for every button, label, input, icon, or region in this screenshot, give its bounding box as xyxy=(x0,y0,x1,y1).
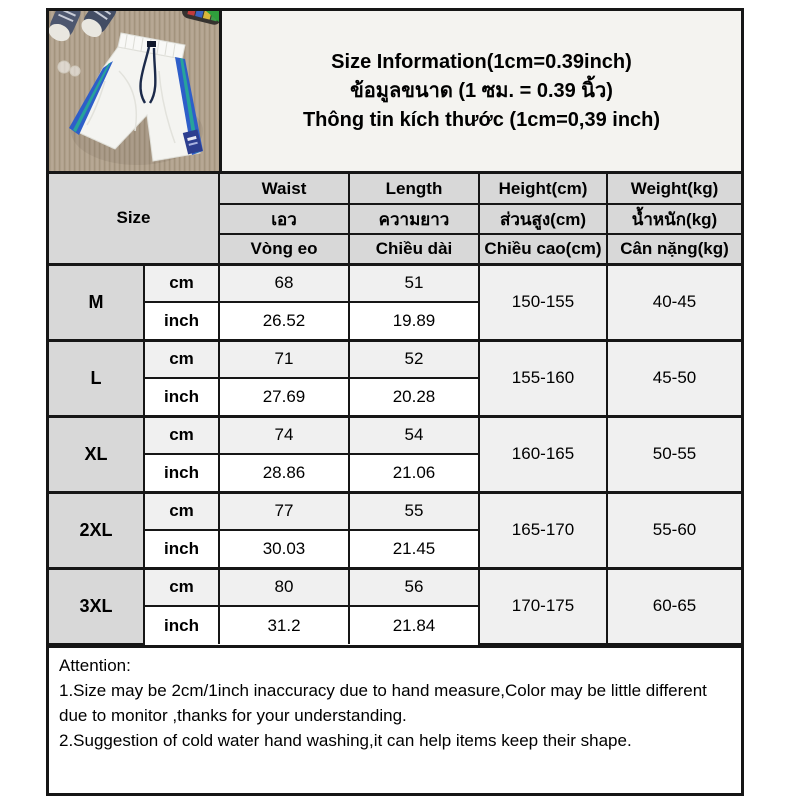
size-table xyxy=(49,174,741,645)
height-range: 165-170 xyxy=(479,492,607,568)
title-vietnamese: Thông tin kích thước (1cm=0,39 inch) xyxy=(302,108,661,131)
weight-range: 50-55 xyxy=(607,416,741,492)
height-range: 155-160 xyxy=(479,340,607,416)
unit-label: cm xyxy=(144,492,219,530)
table-row xyxy=(49,340,741,378)
length-cm-value: 56 xyxy=(349,568,479,606)
unit-label: inch xyxy=(144,378,219,416)
col-header-weight-vi: Cân nặng(kg) xyxy=(607,234,741,264)
unit-label: cm xyxy=(144,416,219,454)
size-chart-sheet xyxy=(46,8,744,796)
waist-inch-value: 26.52 xyxy=(219,302,349,340)
size-label: XL xyxy=(49,416,144,492)
waist-inch-value: 30.03 xyxy=(219,530,349,568)
unit-label: cm xyxy=(144,568,219,606)
height-range: 170-175 xyxy=(479,568,607,644)
unit-label: inch xyxy=(144,530,219,568)
weight-range: 60-65 xyxy=(607,568,741,644)
length-cm-value: 55 xyxy=(349,492,479,530)
waist-cm-value: 80 xyxy=(219,568,349,606)
product-photo xyxy=(49,11,222,171)
attention-note-1: 1.Size may be 2cm/1inch inaccuracy due to hand measure,Color may be little different due to monitor ,thanks for your understanding. xyxy=(59,681,707,725)
unit-label: inch xyxy=(144,454,219,492)
waist-cm-value: 68 xyxy=(219,264,349,302)
col-header-waist-th: เอว xyxy=(219,204,349,234)
col-header-weight-en: Weight(kg) xyxy=(607,174,741,204)
length-inch-value: 21.06 xyxy=(349,454,479,492)
height-range: 150-155 xyxy=(479,264,607,340)
size-label: M xyxy=(49,264,144,340)
weight-range: 55-60 xyxy=(607,492,741,568)
waist-cm-value: 74 xyxy=(219,416,349,454)
col-header-height-vi: Chiều cao(cm) xyxy=(479,234,607,264)
length-cm-value: 51 xyxy=(349,264,479,302)
length-cm-value: 54 xyxy=(349,416,479,454)
shorts-photo-illustration xyxy=(49,11,219,171)
attention-section xyxy=(49,645,741,793)
length-cm-value: 52 xyxy=(349,340,479,378)
col-header-length-vi: Chiều dài xyxy=(349,234,479,264)
length-inch-value: 20.28 xyxy=(349,378,479,416)
col-header-height-en: Height(cm) xyxy=(479,174,607,204)
col-header-height-th: ส่วนสูง(cm) xyxy=(479,204,607,234)
title-block xyxy=(222,11,741,171)
table-row xyxy=(49,568,741,606)
height-range: 160-165 xyxy=(479,416,607,492)
waist-cm-value: 71 xyxy=(219,340,349,378)
col-header-waist-vi: Vòng eo xyxy=(219,234,349,264)
size-label: L xyxy=(49,340,144,416)
waist-cm-value: 77 xyxy=(219,492,349,530)
col-header-length-en: Length xyxy=(349,174,479,204)
unit-label: inch xyxy=(144,302,219,340)
header-row-english xyxy=(49,174,741,204)
size-label: 3XL xyxy=(49,568,144,644)
waist-inch-value: 27.69 xyxy=(219,378,349,416)
length-inch-value: 21.84 xyxy=(349,606,479,644)
length-inch-value: 19.89 xyxy=(349,302,479,340)
size-corner-cell: Size xyxy=(49,174,219,264)
col-header-weight-th: น้ำหนัก(kg) xyxy=(607,204,741,234)
green-corner-badge xyxy=(206,11,219,22)
table-row xyxy=(49,264,741,302)
unit-label: cm xyxy=(144,264,219,302)
col-header-length-th: ความยาว xyxy=(349,204,479,234)
weight-range: 45-50 xyxy=(607,340,741,416)
waist-inch-value: 28.86 xyxy=(219,454,349,492)
col-header-waist-en: Waist xyxy=(219,174,349,204)
waist-inch-value: 31.2 xyxy=(219,606,349,644)
header-section xyxy=(49,11,741,174)
unit-label: inch xyxy=(144,606,219,644)
length-inch-value: 21.45 xyxy=(349,530,479,568)
unit-label: cm xyxy=(144,340,219,378)
attention-heading: Attention: xyxy=(59,656,131,675)
title-english: Size Information(1cm=0.39inch) xyxy=(331,50,632,73)
weight-range: 40-45 xyxy=(607,264,741,340)
attention-note-2: 2.Suggestion of cold water hand washing,it can help items keep their shape. xyxy=(59,731,632,750)
title-thai: ข้อมูลขนาด (1 ซม. = 0.39 นิ้ว) xyxy=(350,79,613,102)
table-row xyxy=(49,492,741,530)
size-label: 2XL xyxy=(49,492,144,568)
table-row xyxy=(49,416,741,454)
